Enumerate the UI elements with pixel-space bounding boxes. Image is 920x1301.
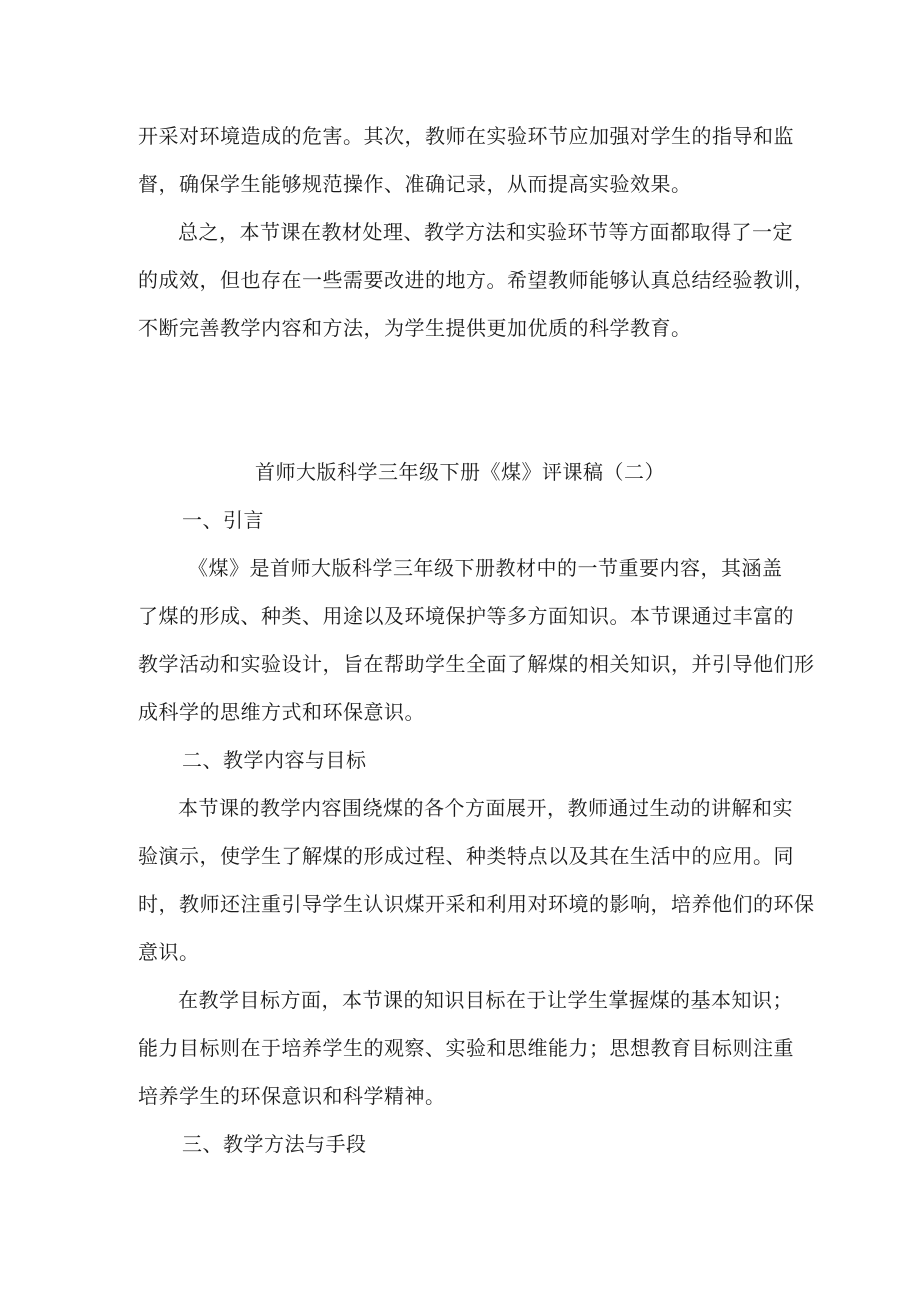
heading-methods: 三、教学方法与手段 [182, 1132, 367, 1156]
text-line: 验演示，使学生了解煤的形成过程、种类特点以及其在生活中的应用。同 [138, 844, 794, 868]
text-line: 本节课的教学内容围绕煤的各个方面展开，教师通过生动的讲解和实 [178, 796, 793, 820]
text-line: 总之，本节课在教材处理、教学方法和实验环节等方面都取得了一定 [178, 220, 793, 244]
text-line: 在教学目标方面，本节课的知识目标在于让学生掌握煤的基本知识； [178, 988, 793, 1012]
text-line: 时，教师还注重引导学生认识煤开采和利用对环境的影响，培养他们的环保 [138, 892, 815, 916]
text-line: 教学活动和实验设计，旨在帮助学生全面了解煤的相关知识，并引导他们形 [138, 652, 815, 676]
document-title: 首师大版科学三年级下册《煤》评课稿（二） [255, 460, 665, 484]
text-line: 开采对环境造成的危害。其次，教师在实验环节应加强对学生的指导和监 [138, 124, 794, 148]
text-line: 的成效，但也存在一些需要改进的地方。希望教师能够认真总结经验教训， [138, 268, 815, 292]
text-line: 能力目标则在于培养学生的观察、实验和思维能力；思想教育目标则注重 [138, 1036, 794, 1060]
text-line: 督，确保学生能够规范操作、准确记录，从而提高实验效果。 [138, 172, 692, 196]
conclusion-paragraph [138, 208, 815, 352]
heading-introduction: 一、引言 [182, 508, 264, 532]
text-line: 不断完善教学内容和方法，为学生提供更加优质的科学教育。 [138, 316, 692, 340]
text-line: 成科学的思维方式和环保意识。 [138, 700, 425, 724]
text-line: 意识。 [138, 940, 200, 964]
goals-paragraph [138, 976, 794, 1120]
continuation-paragraph [138, 112, 794, 208]
text-line: 了煤的形成、种类、用途以及环境保护等多方面知识。本节课通过丰富的 [138, 604, 794, 628]
text-line: 《煤》是首师大版科学三年级下册教材中的一节重要内容，其涵盖 [188, 556, 783, 580]
text-line: 培养学生的环保意识和科学精神。 [138, 1084, 446, 1108]
intro-paragraph [138, 544, 815, 736]
heading-content-goals: 二、教学内容与目标 [182, 748, 367, 772]
content-paragraph [138, 784, 815, 976]
